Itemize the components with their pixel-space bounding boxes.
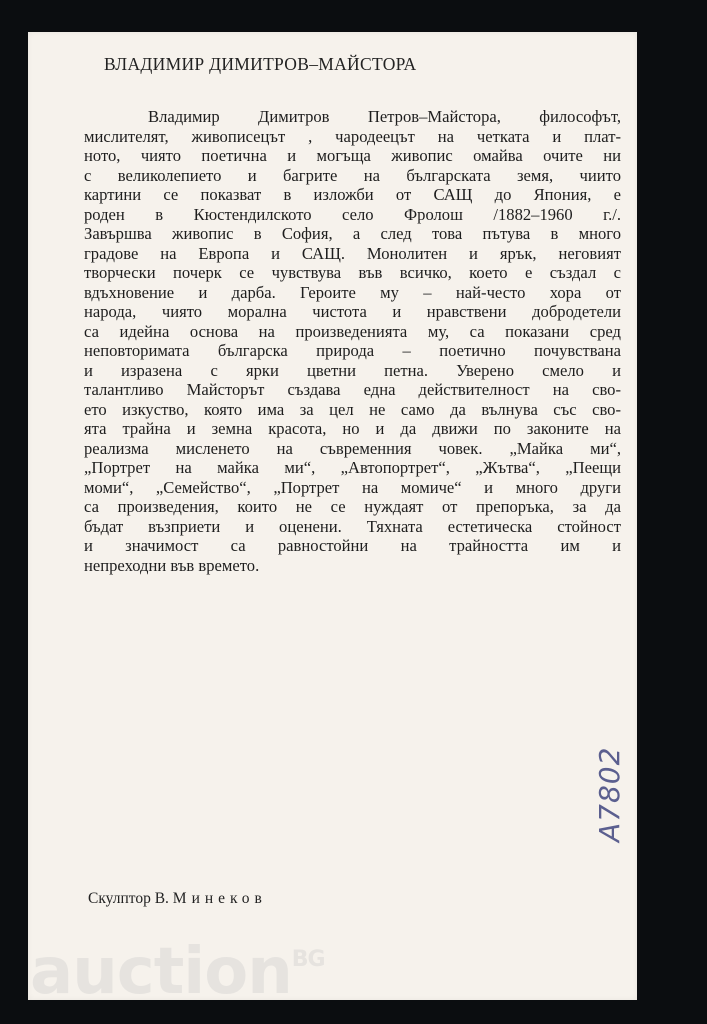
sculptor-credit xyxy=(88,890,267,908)
text-line: талантливо Майсторът създава една действителност на сво- xyxy=(84,380,621,399)
watermark-suffix: BG xyxy=(291,947,325,972)
text-line: непреходни във времето. xyxy=(84,555,260,575)
credit-label: Скулптор В. xyxy=(88,890,169,907)
text-line: градове на Европа и САЩ. Монолитен и ярък, неговият xyxy=(84,243,621,263)
document-title: ВЛАДИМИР ДИМИТРОВ–МАЙСТОРА xyxy=(104,54,417,74)
text-line: Завършва живопис в София, а след това пътува в много xyxy=(84,224,621,243)
text-line: мислителят, живописецът , чародеецът на четката и плат- xyxy=(84,126,621,146)
text-line: народа, чиято морална чистота и нравствени добродетели xyxy=(84,302,621,321)
text-line: бъдат възприети и оценени. Тяхната естетическа стойност xyxy=(84,516,621,536)
text-line: Владимир Димитров Петров–Майстора, философът, xyxy=(148,107,621,126)
text-line: и изразена с ярки цветни петна. Уверено смело и xyxy=(84,360,621,380)
text-line: картини се показват в изложби от САЩ до Япония, е xyxy=(84,185,621,204)
watermark-text: auction xyxy=(30,935,292,1009)
text-line: са идейна основа на произведенията му, са показани сред xyxy=(84,321,621,341)
biography-text xyxy=(84,107,621,575)
text-line: с великолепието и багрите на българската земя, чиито xyxy=(84,165,621,185)
text-line: „Портрет на майка ми“, „Автопортрет“, „Жътва“, „Пеещи xyxy=(84,458,621,477)
text-line: ното, чиято поетична и могъща живопис омайва очите ни xyxy=(84,146,621,165)
auction-watermark xyxy=(30,935,325,1009)
handwritten-code: A7802 xyxy=(593,746,626,842)
text-line: моми“, „Семейство“, „Портрет на момиче“ и много други xyxy=(84,477,621,497)
credit-name: Минеков xyxy=(172,890,267,907)
text-line: творчески почерк се чувствува във всичко, което е създал с xyxy=(84,263,621,282)
text-line: ето изкуство, която има за цел не само да вълнува със сво- xyxy=(84,399,621,419)
text-line: и значимост са равностойни на трайността им и xyxy=(84,536,621,555)
text-line: са произведения, които не се нуждаят от препоръка, за да xyxy=(84,497,621,516)
text-line: неповторимата българска природа – поетично почувствана xyxy=(84,341,621,360)
text-line: вдъхновение и дарба. Героите му – най-често хора от xyxy=(84,282,621,302)
text-line: роден в Кюстендилското село Фролош /1882–1960 г./. xyxy=(84,204,621,224)
postcard-back xyxy=(28,32,637,1000)
text-line: ята трайна и земна красота, но и да движи по законите на xyxy=(84,419,621,438)
text-line: реализма мисленето на съвременния човек. „Майка ми“, xyxy=(84,438,621,458)
